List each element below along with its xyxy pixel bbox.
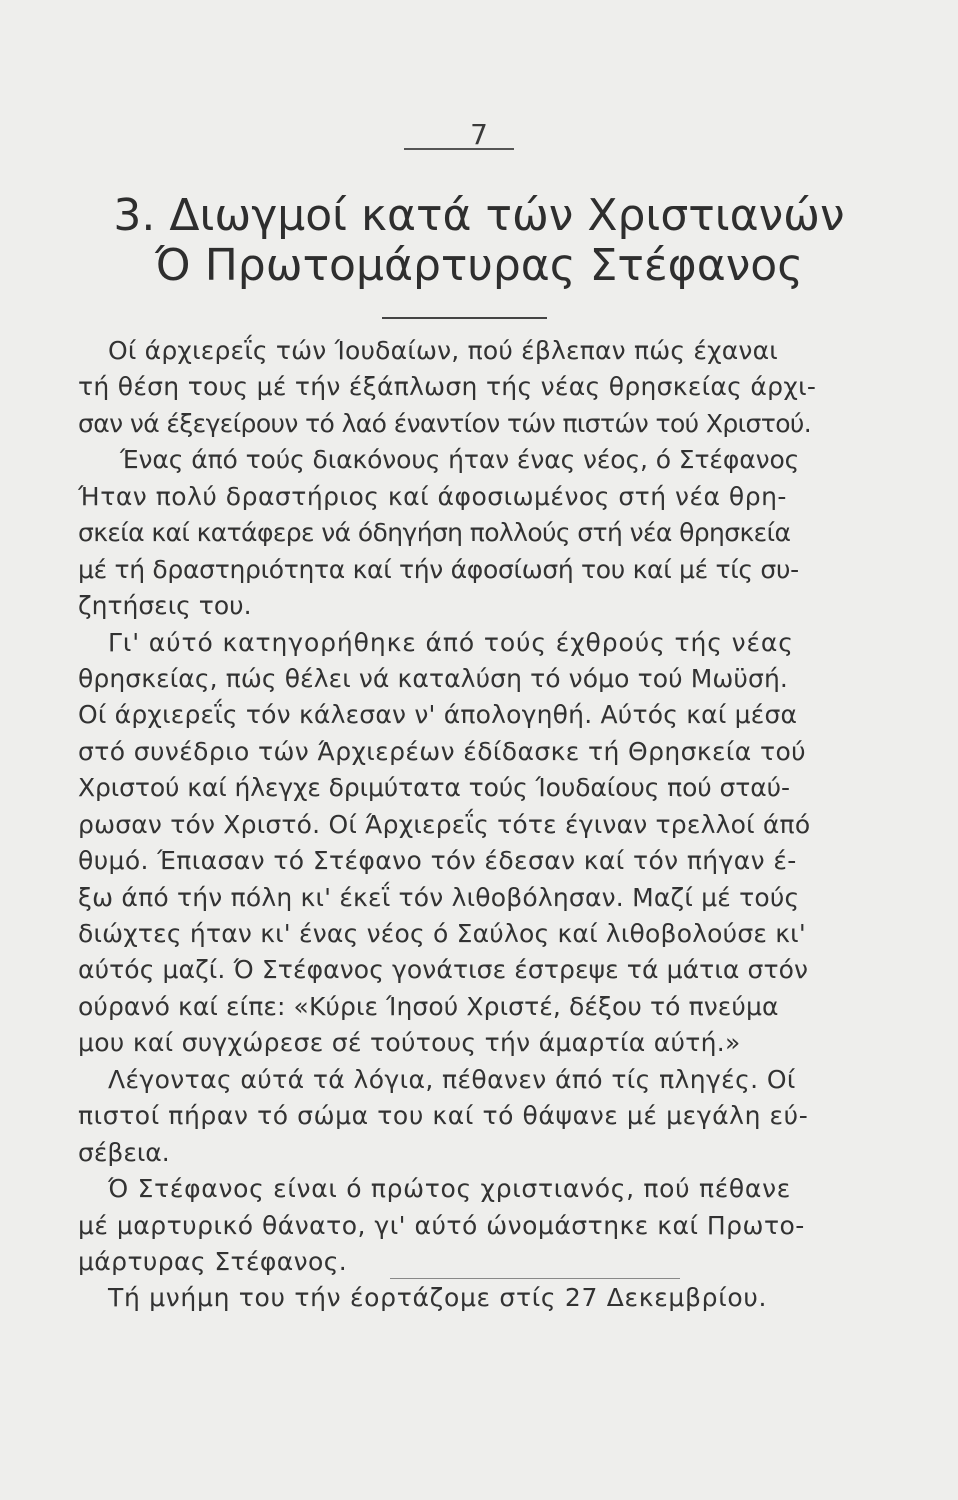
text-line: σκεία καί κατάφερε νά όδηγήση πολλούς στή νέα θρησκεία: [78, 518, 791, 548]
body-text: [78, 333, 866, 1317]
page-number-rule: [404, 148, 514, 150]
text-line: Γι' αύτό κατηγορήθηκε άπό τούς έχθρούς τής νέας: [108, 627, 794, 657]
text-line: Ήταν πολύ δραστήριος καί άφοσιωμένος στή νέα θρη-: [78, 481, 787, 511]
text-line: ρωσαν τόν Χριστό. Οί Άρχιερεΐς τότε έγιναν τρελλοί άπό: [78, 809, 811, 839]
text-line: μου καί συγχώρεσε σέ τούτους τήν άμαρτία αύτή.»: [78, 1028, 741, 1058]
bottom-rule: [390, 1278, 680, 1279]
title-rule: [382, 317, 547, 319]
text-line: μέ τή δραστηριότητα καί τήν άφοσίωσή του καί μέ τίς συ-: [78, 554, 799, 584]
text-line: ζητήσεις του.: [78, 591, 252, 621]
text-line: θρησκείας, πώς θέλει νά καταλύση τό νόμο τού Μωϋσή.: [78, 663, 788, 693]
chapter-subtitle: Ό Πρωτομάρτυρας Στέφανος: [154, 240, 804, 291]
text-line: Τή μνήμη του τήν έορτάζομε στίς 27 Δεκεμβρίου.: [108, 1283, 768, 1313]
text-line: τή θέση τους μέ τήν έξάπλωση τής νέας θρησκείας άρχι-: [78, 372, 817, 402]
text-line: πιστοί πήραν τό σώμα του καί τό θάψανε μέ μεγάλη εύ-: [78, 1101, 809, 1131]
text-line: σαν νά έξεγείρουν τό λαό έναντίον τών πιστών τού Χριστού.: [78, 408, 812, 438]
chapter-title: 3. Διωγμοί κατά τών Χριστιανών: [113, 190, 845, 241]
text-line: Χριστού καί ήλεγχε δριμύτατα τούς Ίουδαίους πού σταύ-: [78, 773, 790, 803]
text-line: Λέγοντας αύτά τά λόγια, πέθανεν άπό τίς πληγές. Οί: [108, 1064, 796, 1094]
text-line: θυμό. Έπιασαν τό Στέφανο τόν έδεσαν καί τόν πήγαν έ-: [78, 846, 797, 876]
text-line: ούρανό καί είπε: «Κύριε Ίησού Χριστέ, δέξου τό πνεύμα: [78, 991, 779, 1021]
text-line: αύτός μαζί. Ό Στέφανος γονάτισε έστρεψε τά μάτια στόν: [78, 955, 809, 985]
text-line: ξω άπό τήν πόλη κι' έκεΐ τόν λιθοβόλησαν. Μαζί μέ τούς: [78, 882, 800, 912]
text-line: σέβεια.: [78, 1137, 170, 1167]
text-line: Ό Στέφανος είναι ό πρώτος χριστιανός, πού πέθανε: [108, 1174, 791, 1204]
text-line: Οί άρχιερεΐς τόν κάλεσαν ν' άπολογηθή. Αύτός καί μέσα: [78, 700, 798, 730]
text-line: στό συνέδριο τών Άρχιερέων έδίδασκε τή Θρησκεία τού: [78, 736, 807, 766]
text-line: Οί άρχιερεΐς τών Ίουδαίων, πού έβλεπαν πώς έχαναι: [108, 336, 778, 365]
text-line: διώχτες ήταν κι' ένας νέος ό Σαύλος καί λιθοβολούσε κι': [78, 919, 806, 948]
page-number: 7: [470, 118, 488, 151]
text-line: Ένας άπό τούς διακόνους ήταν ένας νέος, ό Στέφανος: [120, 445, 800, 475]
text-line: μάρτυρας Στέφανος.: [78, 1246, 348, 1276]
text-line: μέ μαρτυρικό θάνατο, γι' αύτό ώνομάστηκε καί Πρωτο-: [78, 1210, 805, 1240]
